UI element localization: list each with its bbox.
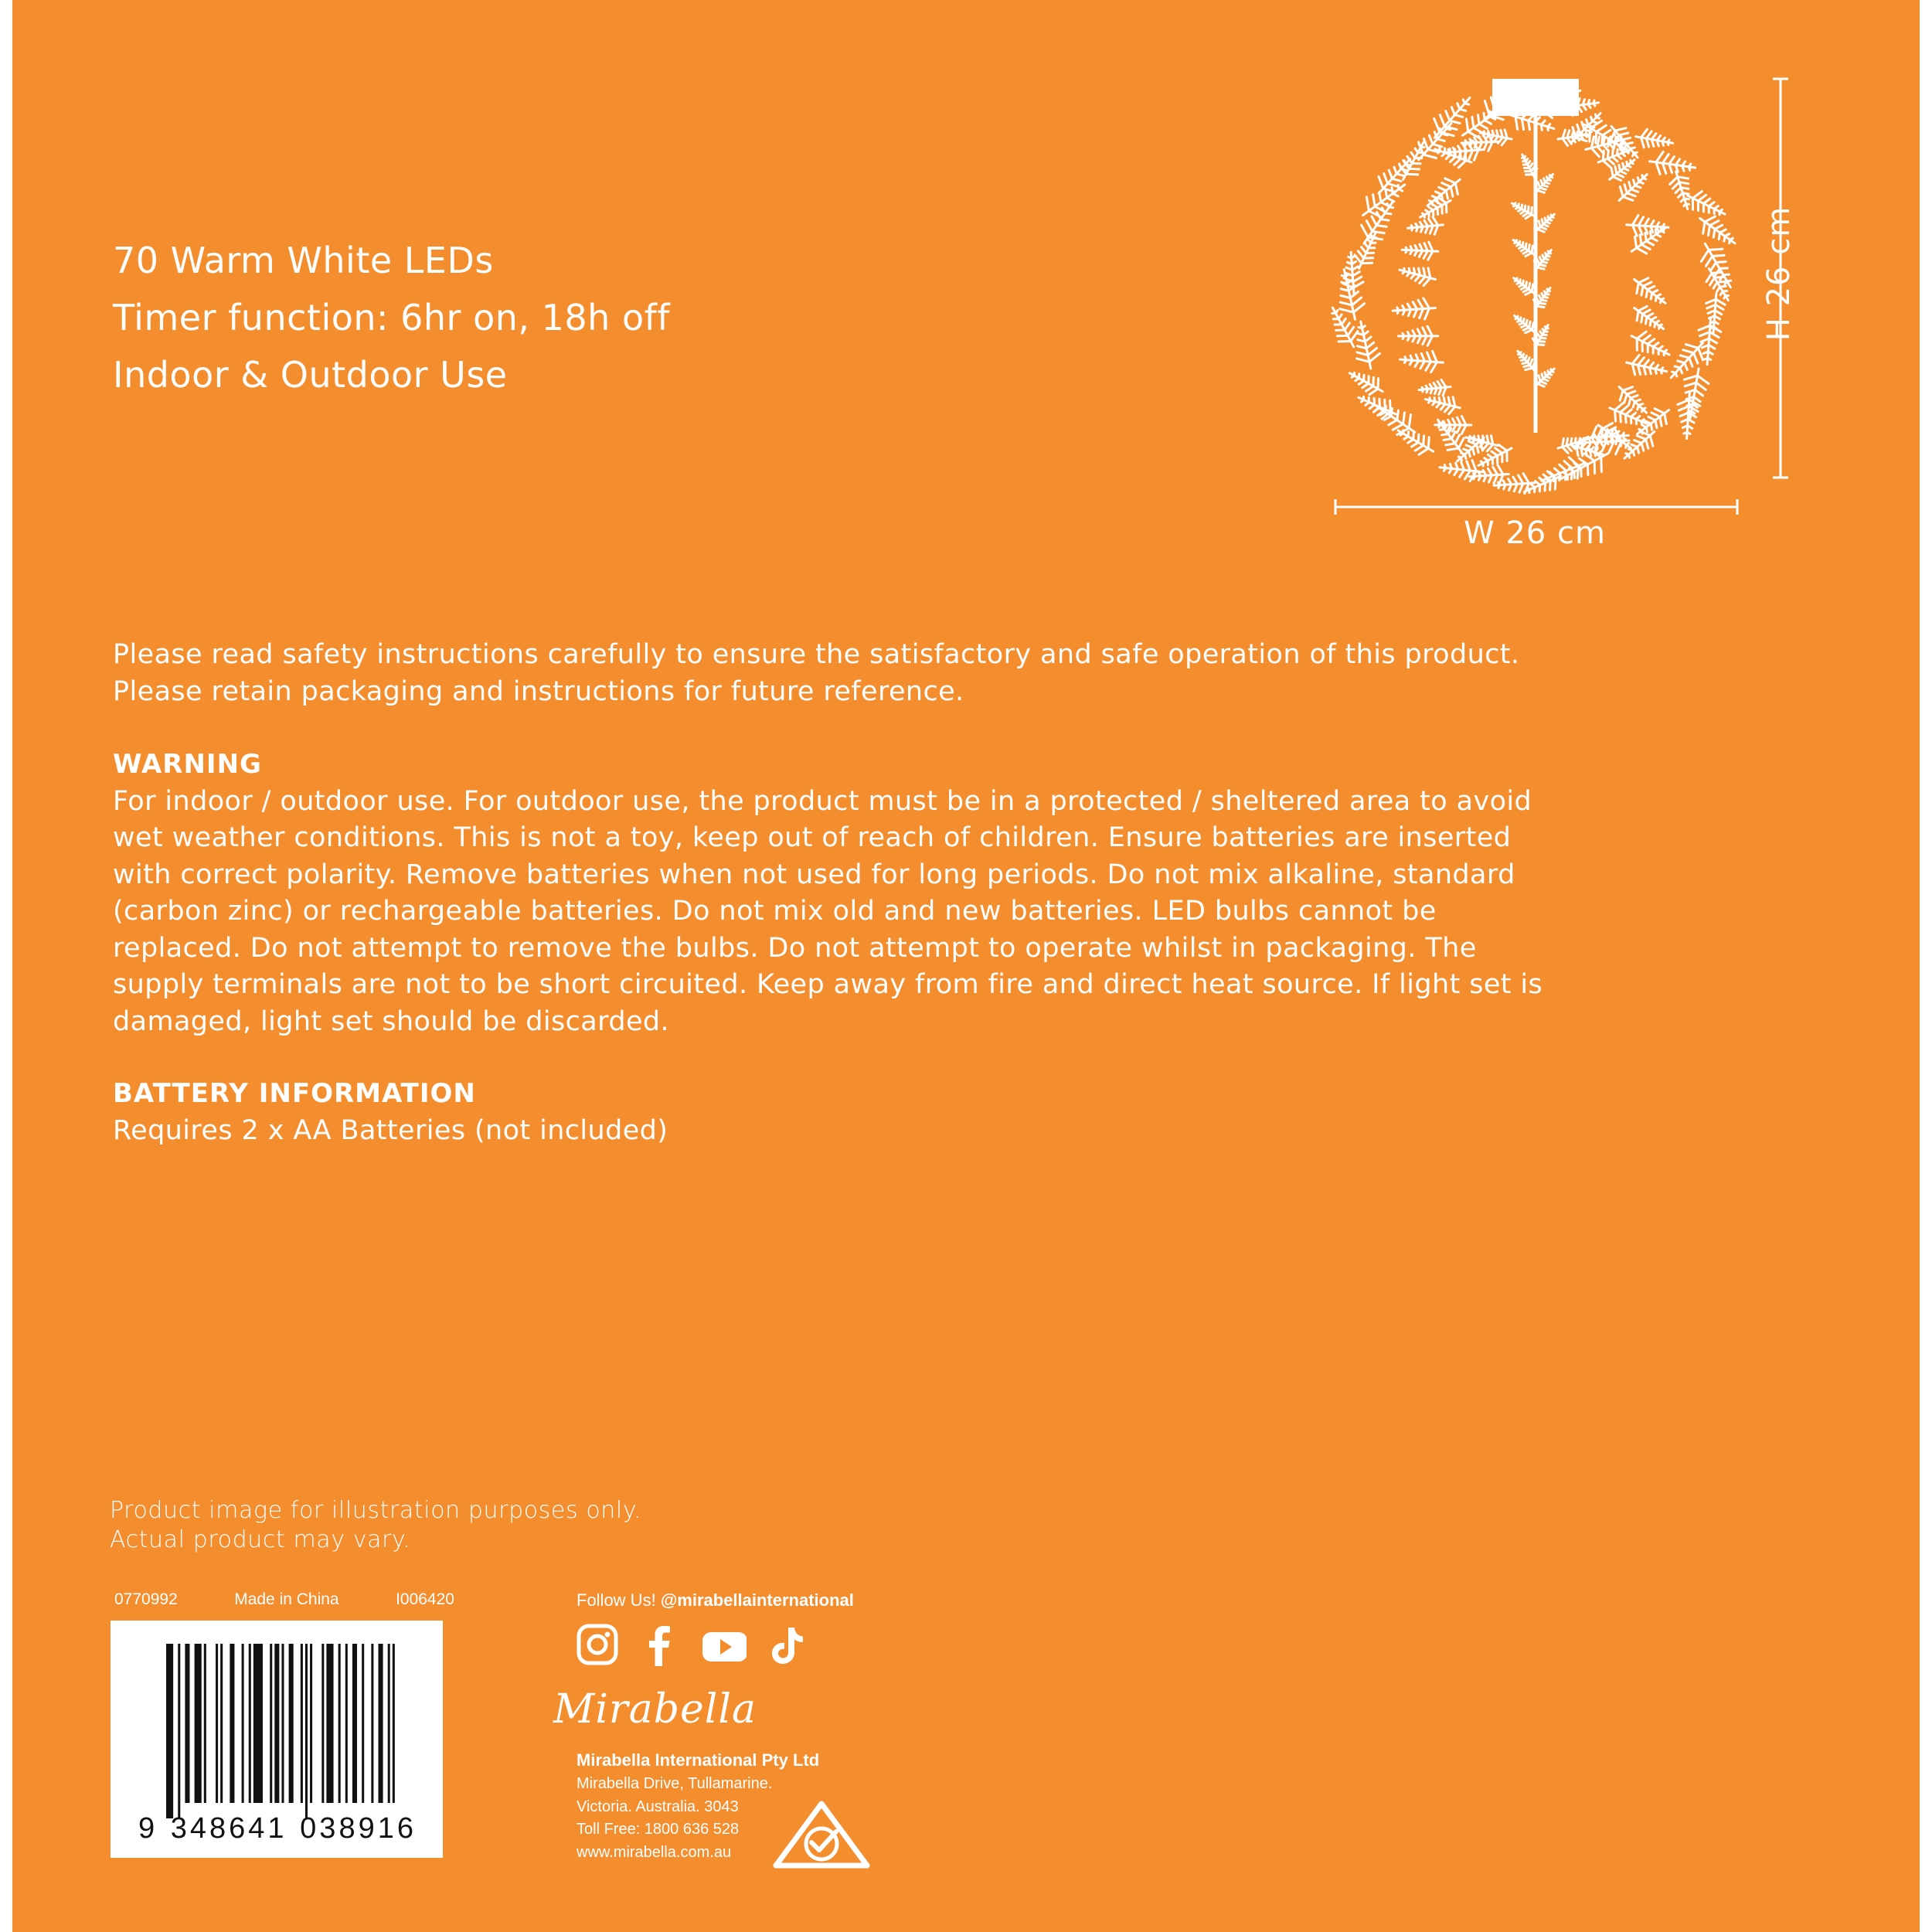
pine-sprig bbox=[1480, 130, 1512, 145]
pine-sprig bbox=[1357, 321, 1380, 369]
company-website[interactable]: www.mirabella.com.au bbox=[577, 1843, 732, 1861]
barcode-bar bbox=[204, 1644, 206, 1803]
pine-sprig bbox=[1463, 109, 1502, 138]
pine-sprig bbox=[1438, 420, 1464, 453]
pine-sprig bbox=[1427, 179, 1460, 206]
pine-sprig bbox=[1678, 393, 1700, 439]
pine-sprig bbox=[1494, 474, 1535, 494]
pine-sprig bbox=[1611, 126, 1638, 158]
disclaimer-line-1: Product image for illustration purposes only. bbox=[110, 1497, 642, 1524]
pine-sprig bbox=[1699, 319, 1721, 365]
pine-sprig bbox=[1534, 288, 1550, 310]
pine-sprig bbox=[1461, 133, 1498, 151]
follow-us bbox=[577, 1590, 854, 1611]
social-icons bbox=[577, 1621, 808, 1668]
pine-sprig bbox=[1379, 159, 1410, 194]
pine-sprig bbox=[1572, 114, 1600, 142]
pine-sprig bbox=[1522, 155, 1538, 178]
pine-sprig bbox=[1558, 438, 1588, 454]
warning-section bbox=[113, 747, 1566, 1040]
barcode-bar bbox=[178, 1644, 180, 1818]
pine-sprig bbox=[1636, 129, 1673, 148]
barcode-bar bbox=[289, 1644, 294, 1803]
barcode-bar bbox=[253, 1644, 263, 1803]
company-tollfree: Toll Free: 1800 636 528 bbox=[577, 1821, 740, 1838]
pine-sprig bbox=[1355, 233, 1376, 268]
pine-sprig bbox=[1535, 90, 1580, 117]
pine-sprig bbox=[1359, 396, 1396, 419]
pine-sprig bbox=[1419, 124, 1451, 160]
barcode-bar bbox=[220, 1644, 223, 1803]
pine-sprig bbox=[1535, 174, 1553, 193]
tiktok-icon[interactable] bbox=[767, 1621, 808, 1668]
pine-sprig bbox=[1512, 203, 1536, 219]
pine-sprig bbox=[1631, 227, 1666, 253]
wreath-illustration bbox=[1311, 70, 1821, 533]
barcode-bar bbox=[388, 1644, 390, 1803]
barcode-bar bbox=[371, 1644, 373, 1803]
pine-sprig bbox=[1399, 326, 1438, 345]
pine-sprig bbox=[1627, 216, 1668, 236]
barcode-bar bbox=[305, 1644, 308, 1818]
pine-sprig bbox=[1671, 343, 1702, 378]
barcode-group-2: 038916 bbox=[300, 1812, 417, 1845]
barcode-bar bbox=[185, 1644, 189, 1803]
pine-sprig bbox=[1340, 270, 1365, 320]
barcode-bar bbox=[216, 1644, 218, 1803]
follow-label: Follow Us! bbox=[577, 1590, 656, 1610]
pine-sprig bbox=[1524, 471, 1561, 493]
pine-sprig bbox=[1343, 252, 1363, 294]
pine-sprig bbox=[1598, 423, 1631, 448]
pine-sprig bbox=[1700, 216, 1735, 243]
barcode-bar bbox=[274, 1644, 279, 1803]
pine-sprig bbox=[1484, 83, 1522, 121]
pine-sprig bbox=[1534, 250, 1551, 271]
feature-list bbox=[113, 232, 670, 403]
item-code: I006420 bbox=[396, 1590, 454, 1608]
pine-sprig bbox=[1631, 332, 1669, 355]
pine-sprig bbox=[1332, 308, 1358, 347]
pine-sprig bbox=[1562, 97, 1599, 116]
pine-sprig bbox=[1518, 351, 1536, 371]
pine-sprig bbox=[1535, 214, 1554, 232]
pine-sprig bbox=[1363, 185, 1405, 217]
pine-sprig bbox=[1373, 404, 1415, 435]
pine-sprig bbox=[1586, 137, 1627, 157]
pine-sprig bbox=[1576, 428, 1629, 454]
pine-sprig bbox=[1572, 440, 1604, 456]
rcm-compliance-icon bbox=[771, 1799, 872, 1870]
feature-usage: Indoor & Outdoor Use bbox=[113, 354, 508, 396]
instagram-icon[interactable] bbox=[577, 1621, 618, 1668]
pine-sprig bbox=[1466, 436, 1498, 451]
social-handle[interactable]: @mirabellainternational bbox=[660, 1590, 854, 1610]
pine-sprig bbox=[1400, 351, 1444, 372]
barcode-bar bbox=[281, 1644, 284, 1803]
packaging-panel bbox=[12, 0, 1920, 1932]
pine-sprig bbox=[1434, 97, 1470, 138]
pine-sprig bbox=[1515, 316, 1535, 333]
feature-leds: 70 Warm White LEDs bbox=[113, 240, 494, 281]
pine-sprig bbox=[1688, 192, 1726, 215]
warning-heading: WARNING bbox=[113, 749, 262, 780]
pine-sprig bbox=[1649, 151, 1695, 174]
pine-sprig bbox=[1419, 380, 1451, 396]
barcode-bar bbox=[321, 1644, 324, 1803]
pine-sprig bbox=[1542, 457, 1585, 482]
pine-sprig bbox=[1398, 430, 1434, 455]
pine-sprig bbox=[1420, 198, 1451, 218]
company-address-1: Mirabella Drive, Tullamarine. bbox=[577, 1775, 773, 1792]
pine-sprig bbox=[1402, 242, 1438, 260]
pine-sprig bbox=[1509, 107, 1554, 131]
company-address-2: Victoria. Australia. 3043 bbox=[577, 1798, 739, 1815]
battery-heading: BATTERY INFORMATION bbox=[113, 1078, 476, 1109]
product-codes bbox=[114, 1590, 454, 1609]
pine-sprig bbox=[1685, 369, 1709, 418]
pine-sprig bbox=[1634, 278, 1665, 304]
pine-sprig bbox=[1624, 431, 1655, 458]
pine-sprig bbox=[1535, 369, 1554, 386]
barcode-bar bbox=[393, 1644, 395, 1803]
pine-sprig bbox=[1638, 409, 1669, 434]
pine-sprig bbox=[1701, 243, 1731, 287]
battery-section bbox=[113, 1076, 1566, 1149]
barcode-bar bbox=[310, 1644, 312, 1803]
safety-notice bbox=[113, 637, 1581, 710]
barcode-bar bbox=[242, 1644, 244, 1803]
pine-sprig bbox=[1440, 461, 1482, 481]
barcode-bar bbox=[249, 1644, 251, 1803]
pine-sprig bbox=[1349, 372, 1383, 395]
pine-sprig bbox=[1400, 268, 1435, 286]
barcode bbox=[111, 1621, 443, 1858]
pine-sprig bbox=[1610, 403, 1647, 424]
pine-sprig bbox=[1400, 141, 1424, 179]
pine-sprig bbox=[1435, 417, 1471, 434]
warning-text: For indoor / outdoor use. For outdoor use, the product must be in a protected / sheltered area to avoid wet weather conditions. This is not a toy, keep out of reach of children. Ensure batteries are inserted with correct polarity. Remove batteries when not used for long periods. Do not mix alkaline, standard (carbon zinc) or rechargeable batteries. Do not mix old and new batteries. LED bulbs cannot be replaced. Do not attempt to remove the bulbs. Do not attempt to operate whilst in packaging. The supply terminals are not to be short circuited. Keep away from fire and direct heat source. If light set is damaged, light set should be discarded. bbox=[113, 785, 1543, 1037]
pine-sprig bbox=[1435, 148, 1471, 168]
battery-text: Requires 2 x AA Batteries (not included) bbox=[113, 1114, 668, 1146]
barcode-bar bbox=[345, 1644, 348, 1803]
company-name: Mirabella International Pty Ltd bbox=[577, 1750, 820, 1770]
pine-sprig bbox=[1478, 444, 1512, 466]
product-code: 0770992 bbox=[114, 1590, 178, 1608]
pine-sprig bbox=[1706, 294, 1726, 332]
safety-line-1: Please read safety instructions carefully to ensure the satisfactory and safe operation of this product. bbox=[113, 639, 1520, 670]
height-label: H 26 cm bbox=[1761, 206, 1797, 342]
barcode-bar bbox=[301, 1644, 303, 1803]
pine-sprig bbox=[1458, 437, 1485, 461]
barcode-bar bbox=[352, 1644, 357, 1803]
barcode-bar bbox=[326, 1644, 333, 1803]
barcode-bar bbox=[166, 1644, 173, 1818]
pine-sprig bbox=[1634, 306, 1664, 328]
pine-sprig bbox=[1513, 240, 1535, 257]
pine-sprig bbox=[1561, 449, 1608, 480]
disclaimer-line-2: Actual product may vary. bbox=[110, 1526, 411, 1553]
pine-sprig bbox=[1514, 278, 1535, 295]
pine-sprig bbox=[1469, 465, 1509, 485]
youtube-icon[interactable] bbox=[700, 1621, 747, 1668]
barcode-bar bbox=[379, 1644, 383, 1803]
brand-logo: Mirabella bbox=[553, 1686, 757, 1733]
width-label: W 26 cm bbox=[1464, 515, 1606, 551]
pine-sprig bbox=[1627, 355, 1667, 375]
pine-sprig bbox=[1619, 387, 1647, 413]
height-dimension-line bbox=[1773, 79, 1788, 478]
barcode-bar bbox=[362, 1644, 364, 1803]
facebook-icon[interactable] bbox=[638, 1621, 680, 1668]
width-dimension-line bbox=[1335, 499, 1737, 515]
pine-sprig bbox=[1425, 397, 1460, 414]
hanger-tab bbox=[1492, 79, 1579, 116]
pine-sprig bbox=[1670, 172, 1689, 209]
barcode-bar bbox=[230, 1644, 234, 1803]
safety-line-2: Please retain packaging and instructions for future reference. bbox=[113, 675, 964, 707]
barcode-first-digit: 9 bbox=[138, 1812, 158, 1845]
pine-sprig bbox=[1610, 160, 1634, 181]
pine-sprig bbox=[1393, 298, 1435, 319]
barcode-number bbox=[138, 1812, 417, 1845]
pine-sprig bbox=[1619, 175, 1647, 201]
pine-sprig bbox=[1444, 141, 1485, 160]
pine-sprig bbox=[1584, 121, 1627, 149]
pine-sprig bbox=[1586, 427, 1629, 447]
barcode-bars bbox=[166, 1644, 398, 1818]
pine-sprig bbox=[1706, 269, 1729, 301]
pine-sprig bbox=[1532, 325, 1548, 348]
barcode-group-1: 348641 bbox=[170, 1812, 287, 1845]
pine-sprig bbox=[1598, 148, 1631, 167]
pine-sprig bbox=[1408, 217, 1444, 235]
image-disclaimer bbox=[110, 1496, 641, 1555]
pine-sprig bbox=[1362, 201, 1393, 243]
barcode-bar bbox=[270, 1644, 272, 1803]
country-of-origin: Made in China bbox=[234, 1590, 339, 1608]
barcode-bar bbox=[195, 1644, 202, 1803]
pine-sprig bbox=[1558, 130, 1590, 145]
barcode-bar bbox=[338, 1644, 341, 1803]
feature-timer: Timer function: 6hr on, 18h off bbox=[113, 297, 670, 338]
